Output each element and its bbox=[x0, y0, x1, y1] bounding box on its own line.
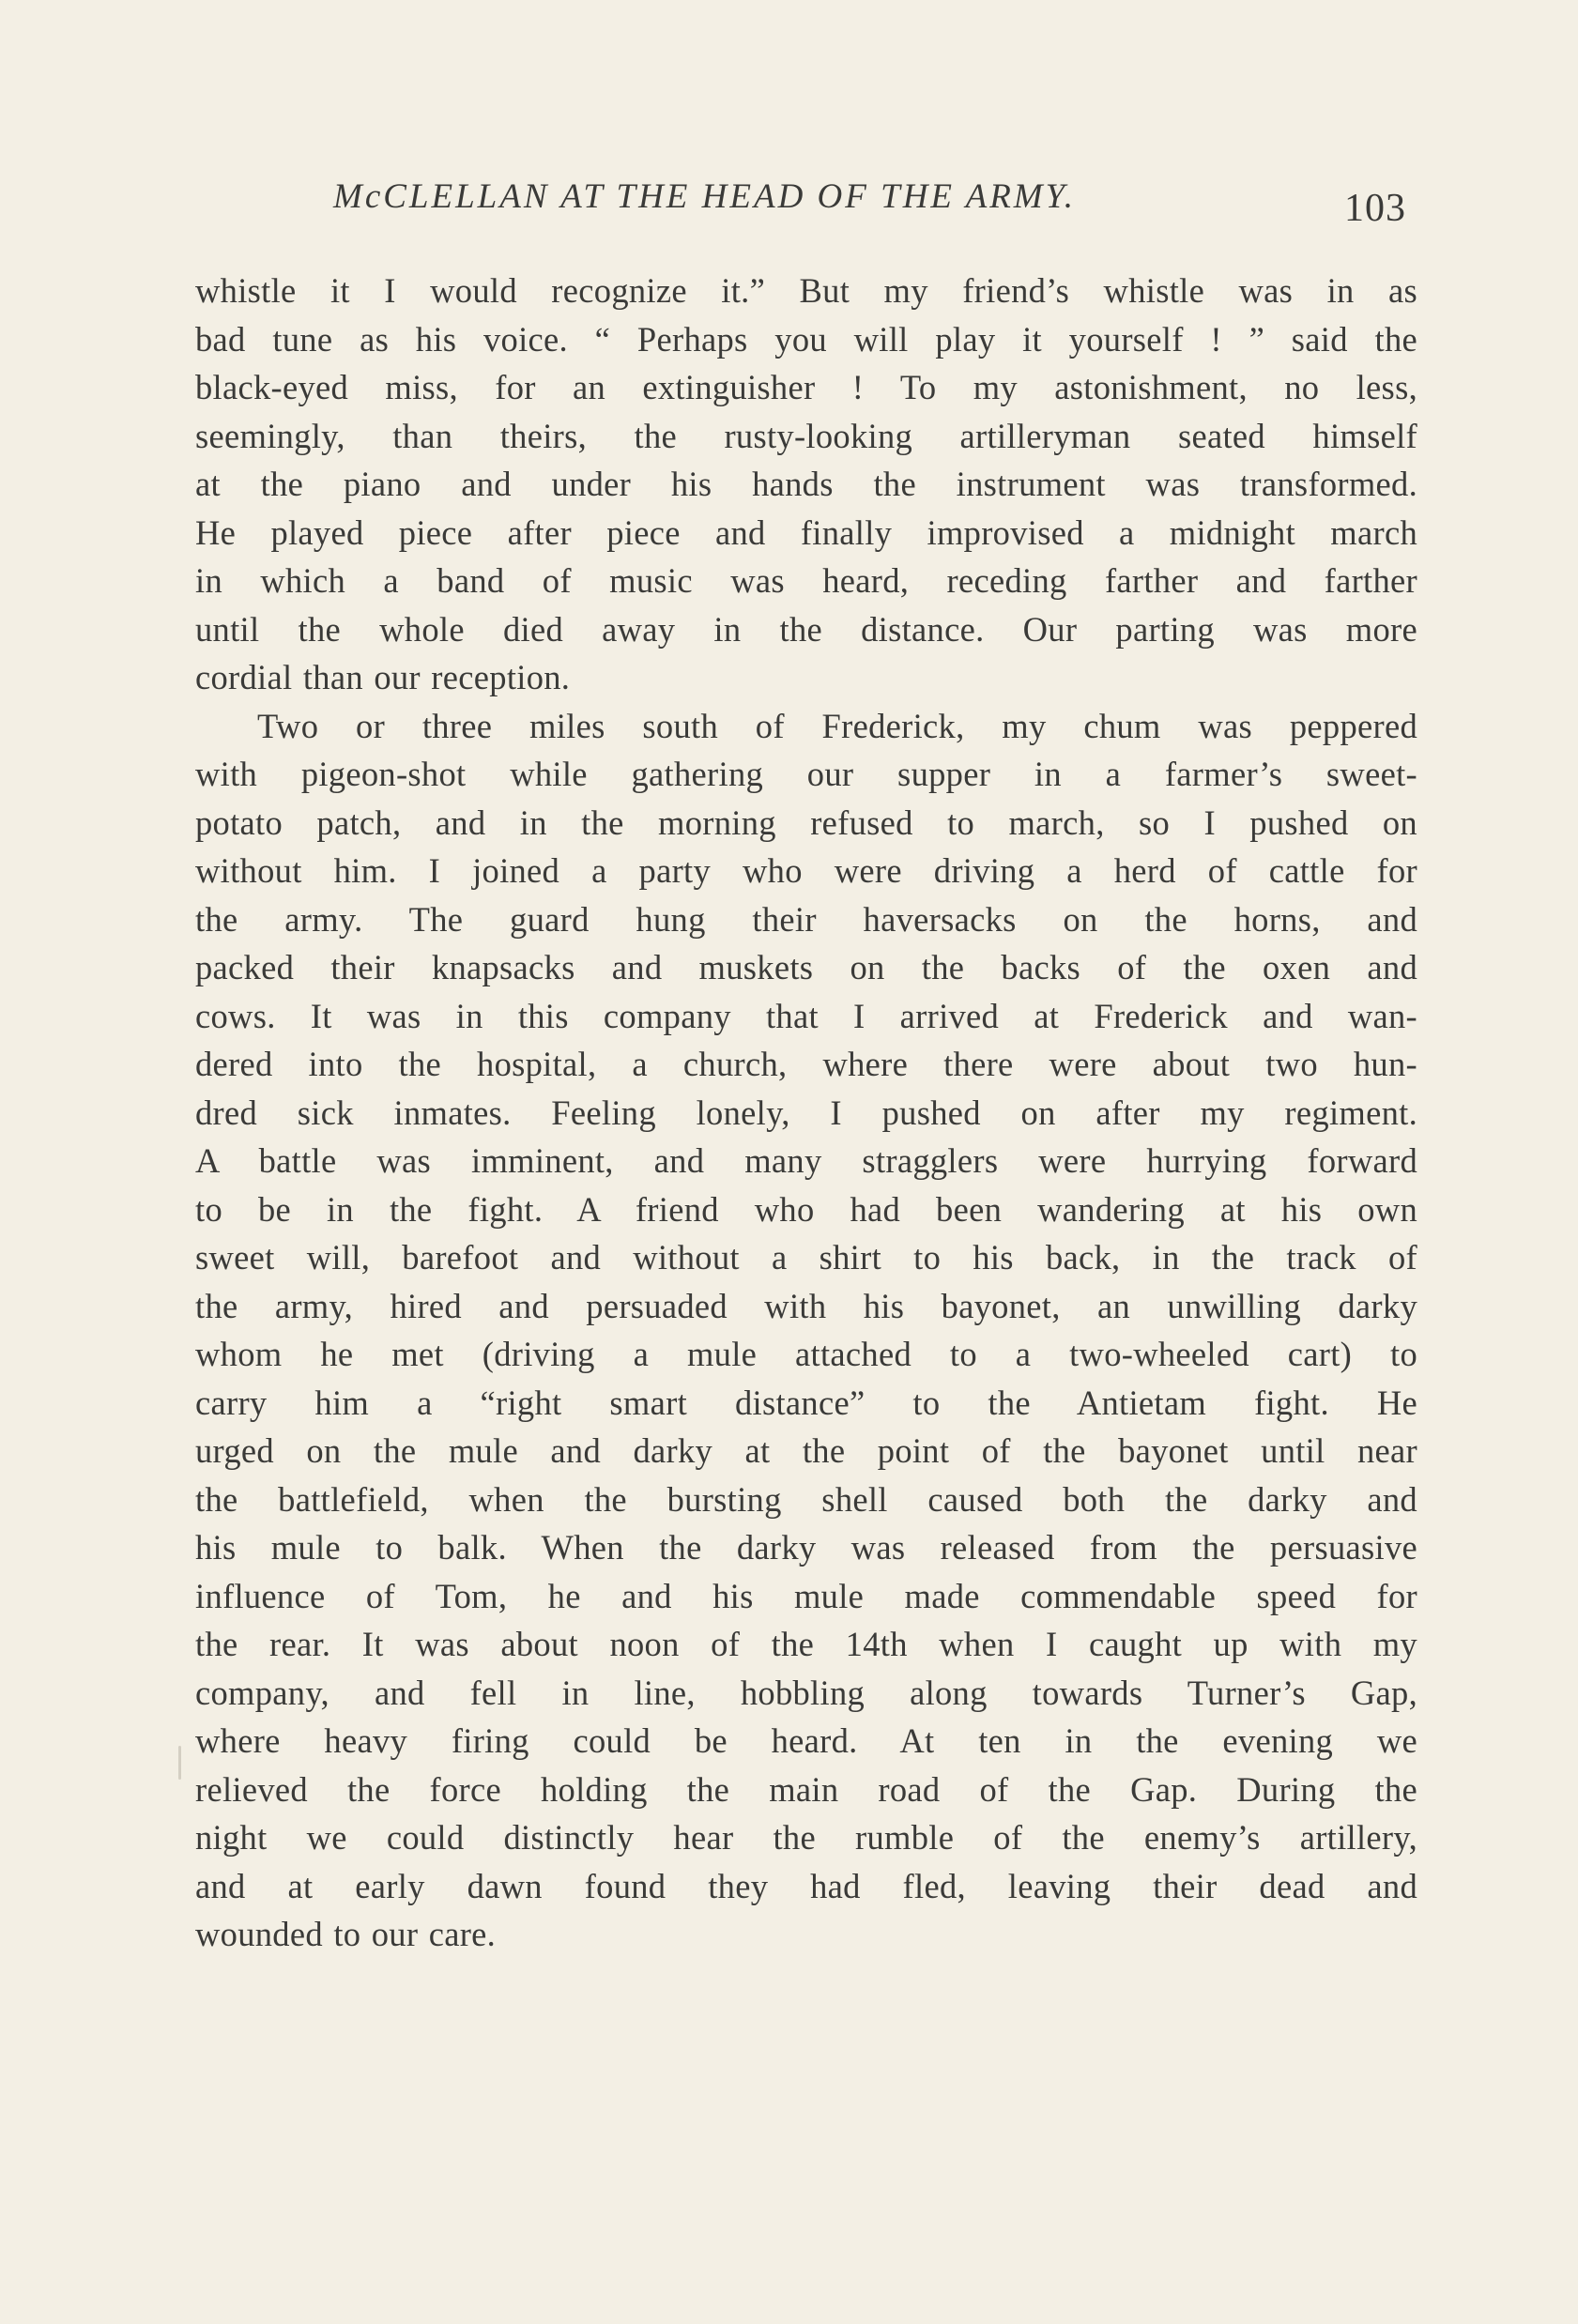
text-line: urged on the mule and darky at the point of the bayonet until near bbox=[195, 1431, 1417, 1470]
text-line: whom he met (driving a mule attached to a two-wheeled cart) to bbox=[195, 1335, 1417, 1373]
text-line: bad tune as his voice. “ Perhaps you will play it yourself ! ” said the bbox=[195, 319, 1417, 359]
text-line: wounded to our care. bbox=[195, 1915, 497, 1953]
text-line: dred sick inmates. Feeling lonely, I pushed on after my regiment. bbox=[195, 1093, 1417, 1132]
text-line: packed their knapsacks and muskets on the backs of the oxen and bbox=[195, 948, 1417, 986]
text-line: night we could distinctly hear the rumble of the enemy’s artillery, bbox=[195, 1818, 1417, 1857]
text-line: until the whole died away in the distance. Our parting was more bbox=[195, 609, 1417, 649]
running-head-title: McCLELLAN AT THE HEAD OF THE ARMY. bbox=[333, 177, 1077, 216]
text-line: the army, hired and persuaded with his bayonet, an unwilling darky bbox=[195, 1286, 1417, 1325]
body-text bbox=[195, 267, 1417, 1959]
text-line: carry him a “right smart distance” to the Antietam fight. He bbox=[195, 1383, 1417, 1422]
text-line: seemingly, than theirs, the rusty-looking artilleryman seated himself bbox=[195, 416, 1417, 455]
text-line: the rear. It was about noon of the 14th when I caught up with my bbox=[195, 1625, 1417, 1663]
text-line: He played piece after piece and finally improvised a midnight march bbox=[195, 512, 1417, 552]
text-line: where heavy firing could be heard. At ten in the evening we bbox=[195, 1721, 1417, 1760]
text-line: without him. I joined a party who were driving a herd of cattle for bbox=[195, 851, 1417, 890]
text-line: cows. It was in this company that I arrived at Frederick and wan- bbox=[195, 996, 1417, 1035]
text-line: black-eyed miss, for an extinguisher ! To my astonishment, no less, bbox=[195, 368, 1417, 406]
paragraph-1 bbox=[195, 267, 1417, 702]
paragraph-2 bbox=[195, 702, 1417, 1959]
text-line: in which a band of music was heard, receding farther and farther bbox=[195, 561, 1417, 600]
text-line: the battlefield, when the bursting shell caused both the darky and bbox=[195, 1479, 1417, 1519]
text-line: to be in the fight. A friend who had been wandering at his own bbox=[195, 1189, 1417, 1229]
text-line: influence of Tom, he and his mule made commendable speed for bbox=[195, 1576, 1417, 1615]
text-line: his mule to balk. When the darky was released from the persuasive bbox=[195, 1528, 1417, 1567]
text-line: with pigeon-shot while gathering our supper in a farmer’s sweet- bbox=[195, 755, 1417, 793]
text-line: dered into the hospital, a church, where there were about two hun- bbox=[195, 1045, 1417, 1083]
text-line: Two or three miles south of Frederick, my chum was peppered bbox=[257, 706, 1417, 745]
text-line: at the piano and under his hands the instrument was transformed. bbox=[195, 465, 1417, 503]
text-line: potato patch, and in the morning refused to march, so I pushed on bbox=[195, 803, 1417, 842]
text-line: cordial than our reception. bbox=[195, 658, 571, 696]
text-line: relieved the force holding the main road of the Gap. During the bbox=[195, 1769, 1417, 1809]
page-number: 103 bbox=[1344, 187, 1406, 230]
text-line: the army. The guard hung their haversacks on the horns, and bbox=[195, 899, 1417, 939]
text-line: whistle it I would recognize it.” But my friend’s whistle was in as bbox=[195, 271, 1417, 310]
text-line: company, and fell in line, hobbling along towards Turner’s Gap, bbox=[195, 1673, 1417, 1712]
text-line: and at early dawn found they had fled, leaving their dead and bbox=[195, 1866, 1417, 1905]
text-line: A battle was imminent, and many stragglers were hurrying forward bbox=[195, 1141, 1417, 1180]
text-line: sweet will, barefoot and without a shirt to his back, in the track of bbox=[195, 1238, 1417, 1277]
paper-mark bbox=[178, 1746, 181, 1780]
